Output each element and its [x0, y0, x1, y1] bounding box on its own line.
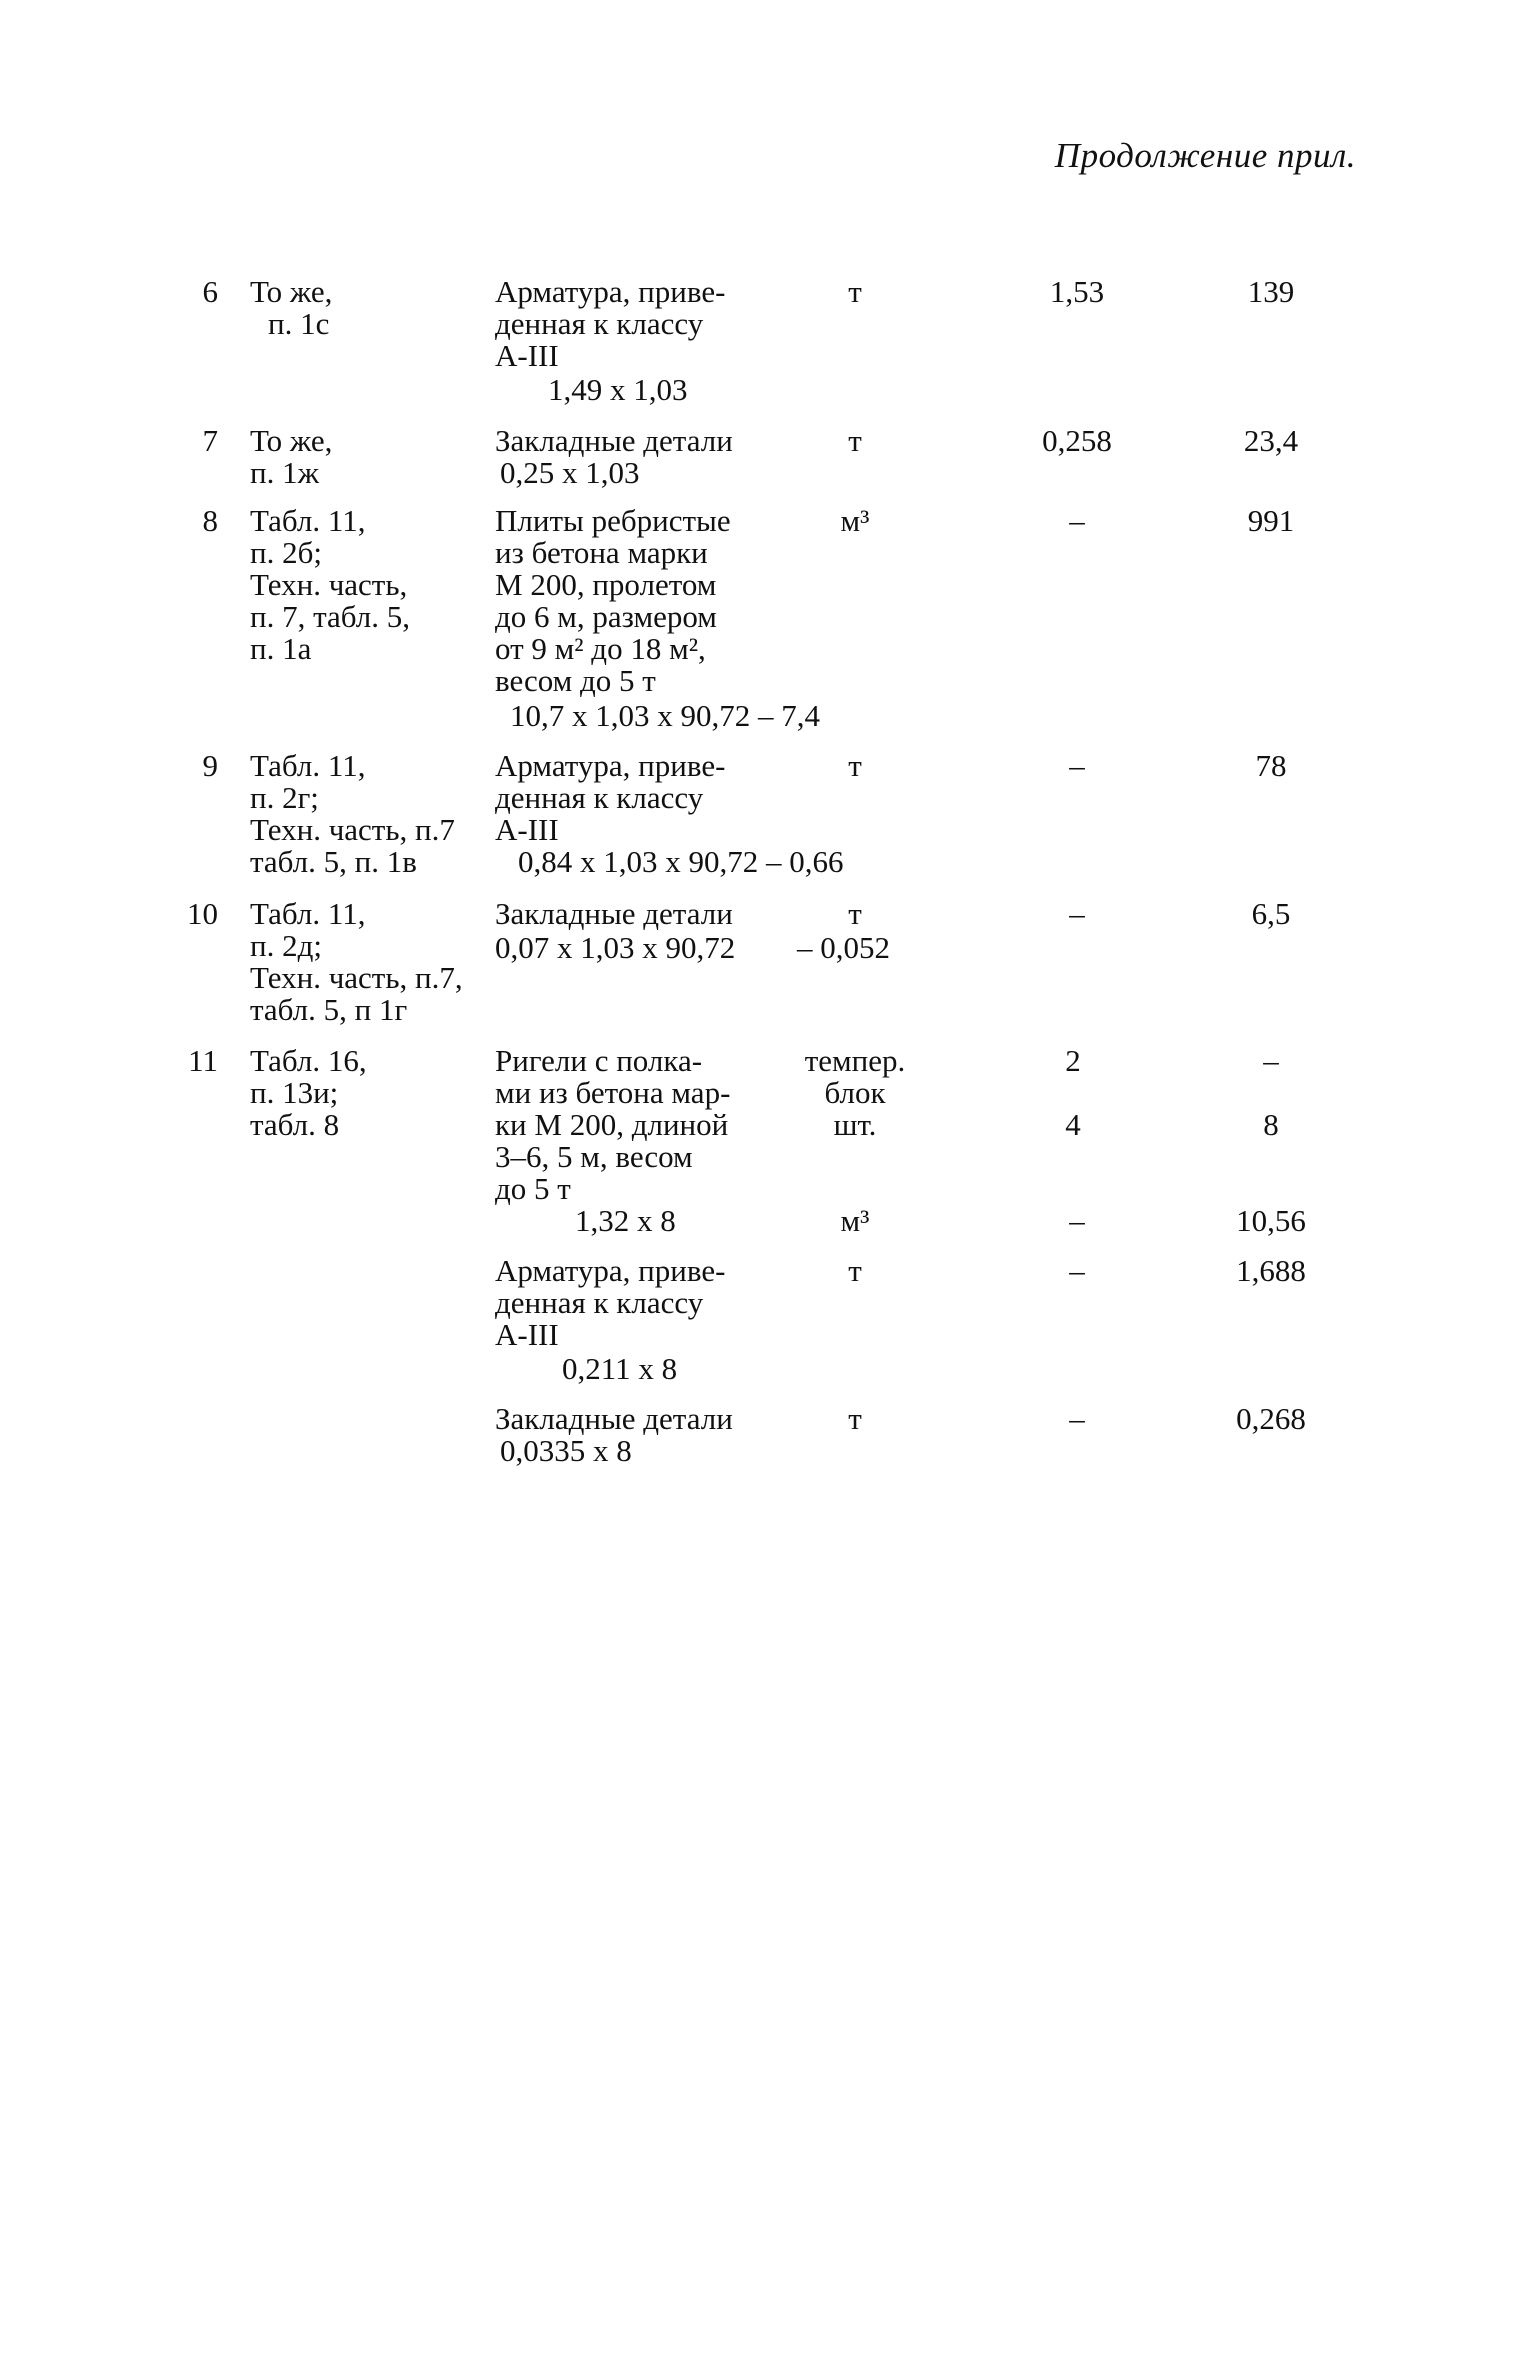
formula: 10,7 х 1,03 х 90,72 – 7,4 [510, 698, 820, 733]
total: 78 [1255, 748, 1287, 783]
row-number: 6 [202, 274, 218, 309]
formula-result: – 0,052 [797, 930, 890, 965]
work-line: Арматура, приве- [495, 274, 726, 309]
unit: м³ [840, 1203, 870, 1238]
unit: т [848, 896, 862, 931]
total: 10,56 [1236, 1203, 1306, 1238]
quantity: – [1069, 1401, 1085, 1436]
quantity: – [1069, 1203, 1085, 1238]
source-line: Техн. часть, п.7 [250, 812, 455, 847]
quantity: – [1069, 748, 1085, 783]
work-line: А-III [495, 812, 559, 847]
source-line: табл. 5, п. 1в [250, 844, 417, 879]
unit: т [848, 274, 862, 309]
unit: т [848, 1253, 862, 1288]
total: 1,688 [1236, 1253, 1306, 1288]
source-line: Табл. 16, [250, 1043, 367, 1078]
quantity: 1,53 [1049, 274, 1105, 309]
page-header: Продолжение прил. [1054, 136, 1356, 175]
row-number: 7 [202, 423, 218, 458]
quantity: 2 [1065, 1043, 1081, 1078]
work-line: денная к классу [495, 306, 704, 341]
total: 6,5 [1251, 896, 1291, 931]
unit: шт. [833, 1107, 877, 1142]
source-line: Табл. 11, [250, 896, 366, 931]
work-line: от 9 м² до 18 м², [495, 631, 706, 666]
source-line: п. 1с [268, 306, 330, 341]
unit: темпер. [804, 1043, 906, 1078]
work-line: Закладные детали [495, 1401, 733, 1436]
source-line: То же, [250, 423, 333, 458]
unit: т [848, 1401, 862, 1436]
formula: 0,25 х 1,03 [500, 455, 640, 490]
source-line: Табл. 11, [250, 503, 366, 538]
work-line: денная к классу [495, 780, 704, 815]
row-number: 8 [202, 503, 218, 538]
source-line: табл. 8 [250, 1107, 340, 1142]
work-line: денная к классу [495, 1285, 704, 1320]
unit: т [848, 748, 862, 783]
source-line: п. 2б; [250, 535, 322, 570]
work-line: весом до 5 т [495, 663, 656, 698]
source-line: п. 13и; [250, 1075, 339, 1110]
unit: блок [824, 1075, 886, 1110]
formula: 0,84 х 1,03 х 90,72 – 0,66 [518, 844, 844, 879]
total: 139 [1247, 274, 1295, 309]
work-line: 3–6, 5 м, весом [495, 1139, 693, 1174]
work-line: до 6 м, размером [495, 599, 717, 634]
row-number: 9 [202, 748, 218, 783]
unit: м³ [840, 503, 870, 538]
work-line: ки М 200, длиной [495, 1107, 729, 1142]
formula: 0,0335 х 8 [500, 1433, 632, 1468]
total: 8 [1263, 1107, 1279, 1142]
work-line: Закладные детали [495, 423, 733, 458]
work-line: Арматура, приве- [495, 748, 726, 783]
quantity: – [1069, 896, 1085, 931]
work-line: из бетона марки [495, 535, 708, 570]
total: – [1263, 1043, 1279, 1078]
source-line: Техн. часть, [250, 567, 408, 602]
row-number: 11 [188, 1043, 218, 1078]
total: 23,4 [1243, 423, 1299, 458]
work-line: до 5 т [495, 1171, 571, 1206]
total: 991 [1247, 503, 1295, 538]
work-line: А-III [495, 1317, 559, 1352]
source-line: То же, [250, 274, 333, 309]
quantity: – [1069, 1253, 1085, 1288]
source-line: п. 2г; [250, 780, 319, 815]
quantity: 0,258 [1042, 423, 1112, 458]
formula: 1,49 х 1,03 [548, 372, 688, 407]
unit: т [848, 423, 862, 458]
source-line: Табл. 11, [250, 748, 366, 783]
work-line: А-III [495, 338, 559, 373]
formula: 0,07 х 1,03 х 90,72 [495, 930, 736, 965]
formula: 1,32 х 8 [575, 1203, 676, 1238]
work-line: Закладные детали [495, 896, 733, 931]
quantity: – [1069, 503, 1085, 538]
source-line: п. 1а [250, 631, 312, 666]
formula: 0,211 х 8 [562, 1351, 678, 1386]
source-line: п. 7, табл. 5, [250, 599, 410, 634]
work-line: Ригели с полка- [495, 1043, 703, 1078]
work-line: Арматура, приве- [495, 1253, 726, 1288]
work-line: ми из бетона мар- [495, 1075, 731, 1110]
source-line: п. 2д; [250, 928, 322, 963]
quantity: 4 [1065, 1107, 1081, 1142]
total: 0,268 [1236, 1401, 1306, 1436]
work-line: М 200, пролетом [495, 567, 717, 602]
source-line: табл. 5, п 1г [250, 992, 408, 1027]
source-line: п. 1ж [250, 455, 320, 490]
work-line: Плиты ребристые [495, 503, 731, 538]
source-line: Техн. часть, п.7, [250, 960, 463, 995]
row-number: 10 [187, 896, 218, 931]
